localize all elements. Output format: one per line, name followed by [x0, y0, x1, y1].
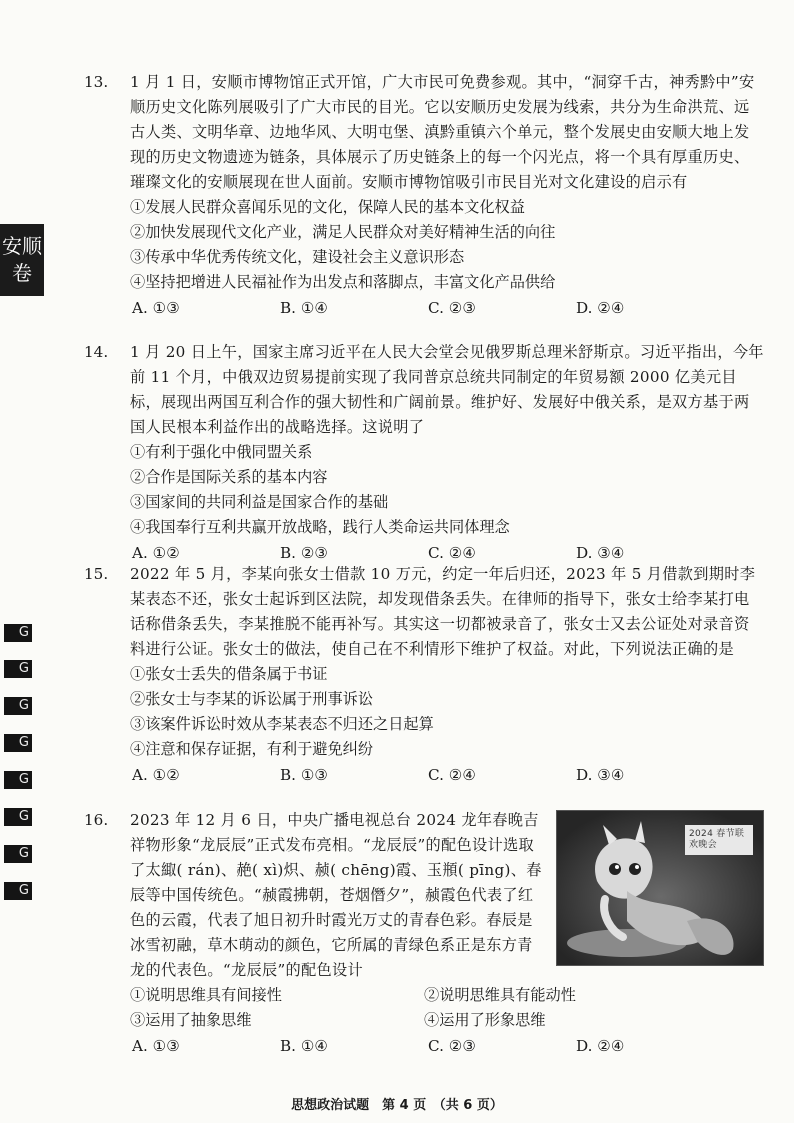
mascot-photo: [556, 810, 764, 966]
question-16: [84, 808, 764, 1060]
margin-g-mark: G: [4, 624, 32, 642]
choice-d[interactable]: D. ②④: [576, 1037, 625, 1055]
choice-d[interactable]: D. ②④: [576, 299, 625, 317]
option: ①张女士丢失的借条属于书证: [130, 665, 328, 683]
option: ③国家间的共同利益是国家合作的基础: [130, 493, 389, 511]
margin-g-mark: G: [4, 734, 32, 752]
choice-a[interactable]: A. ①②: [132, 544, 180, 562]
option: ②说明思维具有能动性: [424, 986, 576, 1004]
margin-g-mark: G: [4, 808, 32, 826]
answer-choices: [84, 295, 764, 322]
choice-b[interactable]: B. ①④: [280, 1037, 329, 1055]
choice-d[interactable]: D. ③④: [576, 766, 625, 784]
choice-a[interactable]: A. ①③: [132, 1037, 180, 1055]
option: ③传承中华优秀传统文化，建设社会主义意识形态: [130, 248, 465, 266]
option: ②张女士与李某的诉讼属于刑事诉讼: [130, 690, 373, 708]
question-number: 15.: [84, 565, 109, 583]
choice-b[interactable]: B. ①④: [280, 299, 329, 317]
choice-c[interactable]: C. ②③: [428, 1037, 476, 1055]
option: ③运用了抽象思维: [130, 1011, 252, 1029]
question-stem: 2023 年 12 月 6 日，中央广播电视总台 2024 龙年春晚吉祥物形象“龙辰辰”正式发布亮相。“龙辰辰”的配色设计选取了太緅( rán)、赩( xì)炽、赪( chēng)霞、玉頩( pīng)、春辰等中国传统色。“赪霞拂朝，苍烟僭夕”，赪霞色代表了红色的云霞，代表了旭日初升时霞光万丈的青春色彩。春辰是冰雪初融，草木萌动的颜色，它所属的青绿色系正是东方青龙的代表色。“龙辰辰”的配色设计: [130, 811, 542, 979]
question-stem: 1 月 20 日上午，国家主席习近平在人民大会堂会见俄罗斯总理米舒斯京。习近平指出，今年前 11 个月，中俄双边贸易提前实现了我同普京总统共同制定的年贸易额 2000 亿美元目标，展现出两国互利合作的强大韧性和广阔前景。维护好、发展好中俄关系，是双方基于两国人民根本利益作出的战略选择。这说明了: [130, 343, 764, 436]
margin-g-mark: G: [4, 882, 32, 900]
question-number: 16.: [84, 811, 109, 829]
option: ①有利于强化中俄同盟关系: [130, 443, 313, 461]
margin-g-mark: G: [4, 771, 32, 789]
choice-c[interactable]: C. ②④: [428, 766, 476, 784]
option: ②合作是国际关系的基本内容: [130, 468, 328, 486]
gala-logo-tag: 2024 春节联欢晚会: [685, 825, 753, 855]
page-footer: 思想政治试题 第 4 页 （共 6 页）: [291, 1098, 503, 1113]
option: ④我国奉行互利共赢开放战略，践行人类命运共同体理念: [130, 518, 510, 536]
option: ④坚持把增进人民福祉作为出发点和落脚点，丰富文化产品供给: [130, 273, 556, 291]
answer-choices: [84, 762, 764, 789]
choice-c[interactable]: C. ②③: [428, 299, 476, 317]
question-14: [84, 340, 764, 567]
question-stem: 1 月 1 日，安顺市博物馆正式开馆，广大市民可免费参观。其中，“洞穿千古，神秀黔中”安顺历史文化陈列展吸引了广大市民的目光。它以安顺历史发展为线索，共分为生命洪荒、远古人类、文明华章、边地华风、大明屯堡、滇黔重镇六个单元，整个发展史由安顺大地上发现的历史文物遗迹为链条，具体展示了历史链条上的每一个闪光点，将一个具有厚重历史、璀璨文化的安顺展现在世人面前。安顺市博物馆吸引市民目光对文化建设的启示有: [130, 73, 755, 191]
option-row: [84, 1008, 764, 1033]
question-number: 13.: [84, 73, 109, 91]
question-15: [84, 562, 764, 789]
question-13: [84, 70, 764, 322]
margin-g-mark: G: [4, 660, 32, 678]
question-stem: 2022 年 5 月，李某向张女士借款 10 万元，约定一年后归还，2023 年 5 月借款到期时李某表态不还，张女士起诉到区法院，却发现借条丢失。在律师的指导下，张女士给李某打电话称借条丢失，李某推脱不能再补写。其实这一切都被录音了，张女士又去公证处对录音资料进行公证。张女士的做法，使自己在不利情形下维护了权益。对此，下列说法正确的是: [130, 565, 756, 658]
choice-d[interactable]: D. ③④: [576, 544, 625, 562]
choice-a[interactable]: A. ①③: [132, 299, 180, 317]
margin-g-mark: G: [4, 845, 32, 863]
option: ②加快发展现代文化产业，满足人民群众对美好精神生活的向往: [130, 223, 556, 241]
option: ④运用了形象思维: [424, 1011, 546, 1029]
choice-a[interactable]: A. ①②: [132, 766, 180, 784]
choice-b[interactable]: B. ①③: [280, 766, 329, 784]
option: ①发展人民群众喜闻乐见的文化，保障人民的基本文化权益: [130, 198, 525, 216]
option: ④注意和保存证据，有利于避免纠纷: [130, 740, 373, 758]
mascot-figure: [556, 810, 764, 970]
option: ③该案件诉讼时效从李某表态不归还之日起算: [130, 715, 434, 733]
exam-region-tab: 安顺卷: [0, 224, 44, 296]
option: ①说明思维具有间接性: [130, 986, 282, 1004]
answer-choices: [84, 1033, 764, 1060]
option-row: [84, 983, 764, 1008]
choice-b[interactable]: B. ②③: [280, 544, 329, 562]
choice-c[interactable]: C. ②④: [428, 544, 476, 562]
margin-g-mark: G: [4, 697, 32, 715]
question-number: 14.: [84, 343, 109, 361]
question-stem-wrap: [130, 808, 764, 983]
